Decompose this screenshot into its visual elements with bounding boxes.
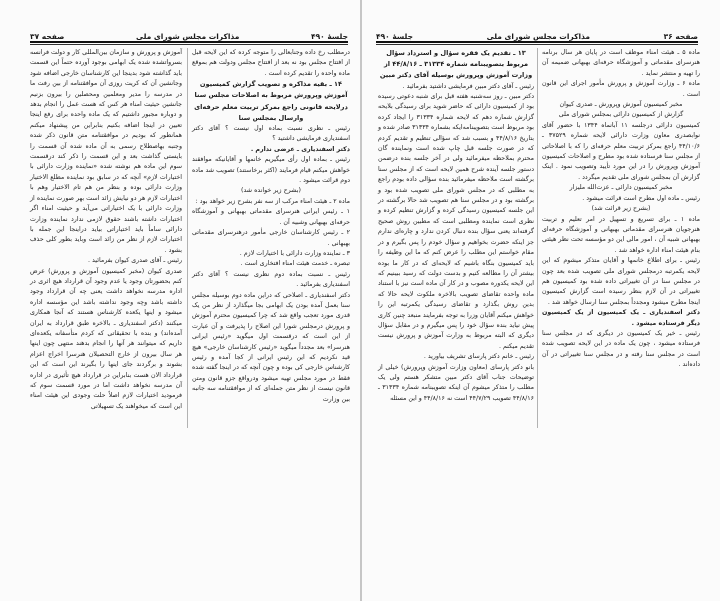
paragraph: ماده ۶ ـ وزارت آموزش و پرورش مأمور اجرای این قانون است .: [542, 80, 701, 98]
paragraph: ۳ ـ نماینده وزارت دارائی با اختیارات لازم .: [239, 249, 350, 257]
paragraph: صدری کیوان (مخبر کمیسیون آموزش و پرورش) عرض کنم بحضورتان وجود یا عدم وجود آن قرارداد هیچ اثری در اداره مدرسه نخواهد داشت یعنی چه آن قرارداد وجود داشته باشد وچه وجود نداشته باشد این مؤسسه اداره میشود و اینها یکعده کارشناس هستند که آنجا همکاری میکنند (دکتر اسفندیاری ـ بالاخره طبق قرارداد به ایران آمده‌اند) و بنده با تحقیقاتی که کردم متأسفانه یکعده‌ای داریم که میتوانند هر آنها را انجام بدهند منتهی چون اینها هر سال بیرون از خارج التحصیلان هنرسرا اخراج اعزام بشوند و برگردند جای اینها را بگیرند این است که این قرارداد الان هست بنابراین در قرارداد هیچ تأثیری در اداره آن مدرسه نخواهد داشت اما در مورد قسمت سوم که فرمودید اختیارات لازم اصلاً حلت وجودی این هیئت امناء این است که میخواهند یک تسهیلاتی: [30, 267, 182, 410]
centered-note: (بشرح زیر خوانده شد): [241, 187, 301, 195]
paragraph: بانو دکتر پارسای (معاون وزارت آموزش وپرورش) خیلی از توضیحات جناب آقای دکتر مبین متشکر هستم ولی یک مطلب را متذکر میشوم آن اینکه تصویبنامه شماره ۳۱۳۳۴ ـ ۴۴/۸/۱۶ تصویب ۴۴/۷/۲۹ است نه ۴۴/۸/۱۶ و این مسئله: [378, 363, 534, 402]
left-page-header: [30, 27, 348, 41]
paragraph: رئیس ـ برای اطلاع خانمها و آقایان متذکر میشوم که این لایحه یکمرتبه درمجلس شورای ملی تصویب شده بعد چون در مجلس سنا در آن تغییراتی داده شده بود کمیسیون هم تغییراتی در آن لازم بنظر رسیده است گزارش کمیسیون اینجا مطرح میشود ومجدداً بمجلس سنا ارسال خواهد شد .: [542, 257, 700, 306]
right-page-left-column: [378, 48, 534, 404]
paragraph: دکتر اسفندیاری ـ یک کمیسیون از یک کمیسیون دیگر فرستاده میشود .: [542, 309, 700, 327]
header-rule-thin: [376, 44, 698, 45]
centered-note: (بشرح زیر قرائت شد): [591, 205, 651, 213]
paragraph: آموزش و پرورش و سازمان بین‌المللی کار و دولت فرانسه بسرواتشده شده یک ابهامی بوجود آورده حتماً این قسمت باید گذاشته شود بدینجا این کارشناسان خارجی اضافه شود وجانشین آن که کریت روزی آن موافقتنامه از بین رفت ما در مدرسه را مدیر ومعلمین ومحصلین را بیرون بزنیم جانشین حیثیت امناء هر کس که هست عمل را انجام بدهد و دوباره مجبور داشتیم که یک ماده واحده برای رفع اینجا تعیین در اینجا اضافه بکنیم بنابراین من پیشنهاد میکنم همانطور که بودیم در موافقتنامه متن قانون ذکر شده وجنبه بهاصطلاح رسمی به آن ماده شده آن قسمت را بایستی گذاشت بعد و این قسمت را ذکر کند درقسمت سوم این ماده هم نوشته شده «نماینده وزارت دارائی با اختیارات لازم» آنچه که در سابق بود نماینده مطلع الاختیار وزارت دارائی بوده و بنظر من هم تام الاختیار وهم با اختیارات لازم هر دو نیایش زائد است بهر صورت نماینده از وزارت دارائی با یک اختیاراتی می‌آید و حیثیت امناء اگر اختیارات داشته باشند حقوق لازمی ندارد نماینده وزارت دارائی ساماً باید اختیاراتی بیاید دراینجا این جمله با اختیارات لازم از نظر من زائد است وباید بطور کلی حذف بشود .: [30, 49, 182, 254]
right-page-right-column: [542, 48, 700, 371]
paragraph: کمیسیون دارائی درجلسه ۱۱ آبانماه ۱۳۴۴ با حضور آقای نوابصدری معاون وزارت دارائی لایحه شماره ۳۷۵۲۹ ـ ۴۴/۱۰/۶ راجع بمرکز تربیت معلم حرفه‌ای را که با اصلاحاتی از مجلس سنا فرستاده شده بود مطرح و اصلاحات کمیسیون آموزش وپرورش را در این مورد تأیید وتصویب نمود . اینک گزارش آن بمجلس شورای ملی تقدیم میگردد .: [542, 121, 700, 181]
paragraph: رئیس ـ آقای صدری کیوان بفرمائید .: [88, 257, 182, 265]
paragraph: رئیس ـ ماده اول مطرح است قرائت میشود .: [582, 194, 700, 202]
header-rule: [376, 41, 698, 43]
right-page-title: مذاکرات مجلس شورای ملی: [486, 32, 590, 41]
paragraph: ماده ۱ ـ برای تسریع و تسهیل در امر تعلیم و تربیت هنرجویان هنرسرای مقدماتی بهبهانی و آموزشگاه حرفه‌ای بهبهانی شبیه آن ، امور مالی این دو مؤسسه تحت نظر هیئتی بنام هیئت امناء اداره خواهد شد .: [542, 215, 700, 254]
right-page-number: صفحه ۳۶: [663, 32, 698, 41]
section-heading: ۱۴ ـ بقیه مذاکره و تصویب گزارش کمیسیون آموزش وپرورش مربوط به اصلاحات مجلس سنا درلایحه قانونی راجع بمرکز تربیت معلم حرفه‌ای وارسال بمجلس سنا: [194, 80, 348, 122]
paragraph: ۱ ـ رئیس ایرانی هنرسرای مقدماتی بهبهانی و آموزشگاه حرفه‌ای بهبهانی وشبیه آن .: [192, 208, 350, 226]
header-rule: [30, 41, 348, 43]
column-divider: [187, 48, 188, 428]
header-rule-thin: [30, 44, 348, 45]
paragraph: رئیس ـ آقای دکتر مبین فرمایشی داشتید بفرمائید .: [402, 82, 534, 90]
right-page-header: [376, 27, 698, 41]
right-page: [362, 0, 720, 601]
centered-note: مخبر کمیسیون دارائی ـ عزت‌الله ملیزار: [569, 184, 673, 192]
right-page-session: جلسهٔ ۴۹۰: [376, 32, 413, 41]
paragraph: رئیس ـ بماده اول رأی میگیریم خانمها و آقایانیکه موافقند خواهش میکنم قیام فرمایند (اکثر برخاستند) تصویب شد ماده دوم قرائت میشود .: [192, 156, 350, 185]
left-page-left-column: [30, 48, 182, 412]
paragraph: رئیس ـ خیر یک کمیسیون در دیگری که در مجلس سنا فرستاده میشود ، چون یک ماده در این لایحه تصویب شده است در مجلس سنا رفته و در مجلس سنا تغییراتی در آن داده‌اند .: [542, 329, 700, 369]
paragraph: دکتر اسفندیاری ـ عرضی ندارم .: [250, 145, 350, 153]
paragraph: ماده ۵ ـ هیئت امناء موظف است در پایان هر سال برنامه هنرسرای مقدماتی و آموزشگاه حرفه‌ای بهبهانی ضمیمه آن را تهیه و منتشر نماید .: [542, 49, 700, 77]
left-page-number: صفحه ۳۷: [30, 32, 65, 41]
paragraph: ماده ۲ ـ هیئت امناء مرکب از سه نفر بشرح زیر خواهد بود :: [195, 197, 350, 205]
left-page-title: مذاکرات مجلس شورای ملی: [136, 32, 240, 41]
paragraph: رئیس ـ نسبت بماده دوم نظری نیست ؟ آقای دکتر اسفندیاری بفرمائید .: [192, 270, 350, 289]
paragraph: رئیس ـ خانم دکتر پارسای تشریف بیاورید .: [423, 353, 534, 361]
column-divider: [537, 48, 538, 428]
section-heading: ۱۳ ـ تقدیم یک فقره سؤال و استرداد سؤال مربوط بتصویبنامه شماره ۳۱۳۳۴ ـ ۴۴/۸/۱۶ از وزارت آموزش وپرورش بوسیله آقای دکتر مبین: [379, 49, 533, 80]
paragraph: ۲ ـ رئیس کارشناسان خارجی مأمور درهنرسرای مقدماتی بهبهانی .: [192, 229, 350, 247]
paragraph: دکتر مبین ـ روز سه‌شنبه هفته قبل برای شنبه دعوتی رسیده بود از کمیسیون دارائی که حاضر شوید برای رسیدگی بلایحه گزارش شماره دهم که لایحه شماره ۳۱۳۳۴ را ایجاد کرده بود مربوط است بتصویبنامه‌ایکه بشماره ۳۱۳۳۴ صادر شده و بتاریخ ۴۴/۸/۱۶ و بسبب شد که سؤالی تنظیم و تقدیم کردم که در صورت جلسه قبل چاپ شده است ونماینده گان محترم بملاحظه میفرمائید ولی در آخر جلسه بنده درضمن دستور جلسه آینده شرح همین لایحه است که از مجلس سنا برگشته است ملاحظه میفرمائید بنده سؤالی داده بودم راجع به مطلبی که در مجلس شورای ملی تصویب شده بود و برگشته بود و در مجلس سنا هم تصویب شد حالا برگشته در این جلسه کمیسیون رسیدگی کرده و گزارش تنظیم کرده و نظری است نماینده ومطلبی است که مطبین روش صحیح گرفته‌اند یعنی سؤال بنده دنبال کردن ندارد و چاره‌ای ندارم جز اینکه حضرت بخواهیم و سؤال خودم را پس بگیرم و در مقام خواستم این مطلب را عرض کنم که ما این وظیفه را باید کمیسیون بنگاه باشیم که لایحه‌ای که در کار ما بوده بیشتر آن را مطالعه کنیم و بدست دولت که رسید ببینیم که این لایحه یکدوره مصوب و در کار آن ماده است نیز با استناد ماده واحده تقاضای تصویب بالاخره ملکوت لایحه حالا که بدین روش بگذارد و تقاضای رسیدگی یکمرتبه این را خواهش میکنم آقایان وزرا به توجه بفرمایند منبعد چنین کاری پیش نیاید بنده سؤال خود را پس میگیرم و در مقابل سؤال دیگری که البته مربوط به وزارت آموزش و پرورش نیست تقدیم میکنم .: [378, 93, 534, 350]
centered-note: گزارش از کمیسیون دارائی بمجلس شورای ملی: [558, 111, 684, 119]
left-page-session: جلسهٔ ۴۹۰: [311, 32, 348, 41]
paragraph: درمطلب رخ داده وجنابعالی را متوجه کرده که این لایحه قبل از افتتاح مجلس بود نه بعد از افتتاح مجلس ودولت هم بموقع ماده واحده را تقدیم کرده است .: [192, 49, 350, 77]
paragraph: رئیس ـ نظری نسبت بماده اول نیست ؟ آقای دکتر اسفندیاری فرمایشی داشتید ؟: [192, 125, 350, 143]
paragraph: تبصره ـ خدمت هیئت امناء افتخاری است .: [240, 260, 350, 268]
centered-note: مخبر کمیسیون آموزش وپرورش ـ صدری کیوان: [559, 101, 683, 109]
left-page-right-column: [192, 48, 350, 405]
paragraph: دکتر اسفندیاری ـ اصلاحی که دراین ماده دوم بوسیله مجلس سنا بعمل آمده بودن یک ابهامی بجا میگذارد از نظر من یک قدری مورد تعجب واقع شد که چرا کمیسیون محترم آموزش و پرورش درمجلس شورا این اصلاح را پذیرفت و آن عبارت از این است که درقسمت اول میگوید «رئیس ایرانی هنرسرا» بعد مجدداً میگوید «رئیس کارشناسان خارجی» هیچ قید نکردیم که این رئیس ایرانی از کجا آمده و رئیس کارشناس خارجی کی بوده و چون آنچه که در اینجا گفته شده فقط در مورد مجلس تهیه میشود ودرواقع جزو قانون ومتن قانون نیست از نظر متن جمله‌ای که از موافقتنامه سه جانبه بین وزارت: [192, 291, 350, 403]
